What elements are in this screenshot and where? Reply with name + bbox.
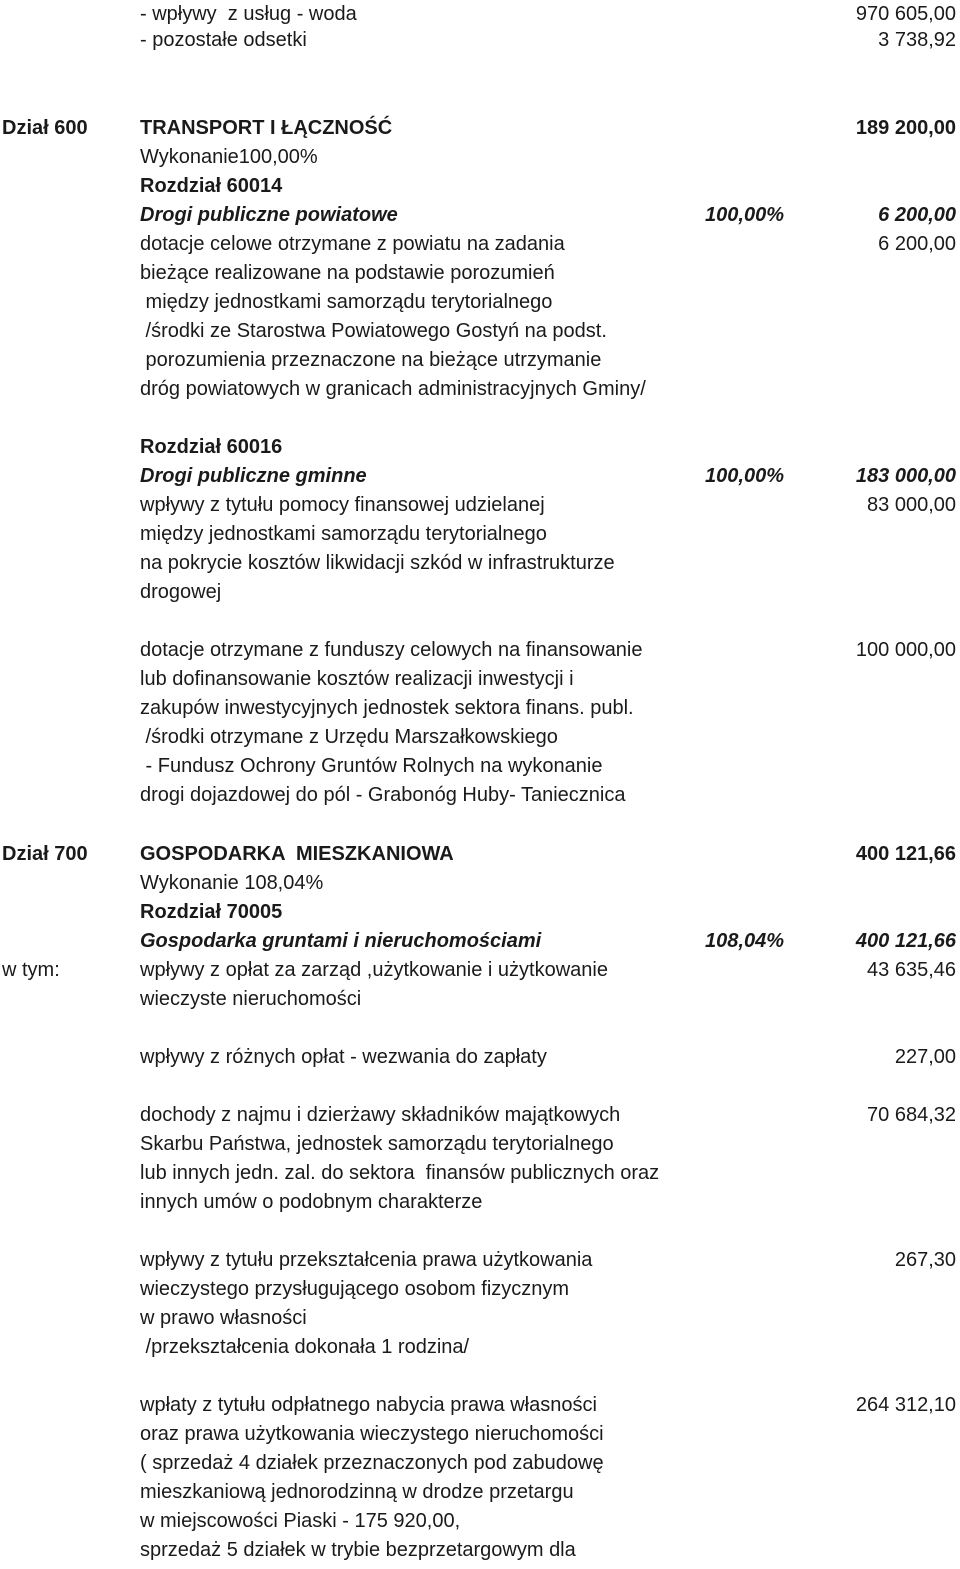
document-line: [0, 578, 960, 607]
amount: 264 312,10: [855, 1394, 956, 1416]
document-line: [0, 1507, 960, 1536]
line-text: wpływy z tytułu pomocy finansowej udzielanej: [140, 494, 545, 516]
line-text: wpływy z różnych opłat - wezwania do zapłaty: [140, 1046, 547, 1068]
execution-percent: 100,00%: [705, 204, 784, 226]
line-text: - wpływy z usług - woda: [140, 3, 357, 25]
amount: 43 635,46: [867, 959, 956, 981]
document-line: [0, 840, 960, 869]
document-line: [0, 1333, 960, 1362]
document-line: [0, 1275, 960, 1304]
document-line: [0, 898, 960, 927]
document-line: [0, 1391, 960, 1420]
amount: 227,00: [894, 1046, 956, 1068]
document-line: [0, 956, 960, 985]
line-text: sprzedaż 5 działek w trybie bezprzetargowym dla: [140, 1539, 576, 1561]
line-text: na pokrycie kosztów likwidacji szkód w infrastrukturze: [140, 552, 615, 574]
document-line: [0, 491, 960, 520]
line-text: dróg powiatowych w granicach administracyjnych Gminy/: [140, 378, 646, 400]
line-text: Rozdział 60014: [140, 175, 283, 197]
line-text: lub dofinansowanie kosztów realizacji inwestycji i: [140, 668, 574, 690]
document-line: [0, 636, 960, 665]
amount: 400 121,66: [855, 843, 956, 865]
line-text: drogi dojazdowej do pól - Grabonóg Huby- Taniecznica: [140, 784, 626, 806]
line-text: między jednostkami samorządu terytorialnego: [140, 291, 553, 313]
amount: 83 000,00: [867, 494, 956, 516]
document-line: [0, 1536, 960, 1565]
line-text: mieszkaniową jednorodzinną w drodze przetargu: [140, 1481, 574, 1503]
document-line: [0, 1188, 960, 1217]
document-line: [0, 201, 960, 230]
execution-percent: 108,04%: [705, 930, 784, 952]
line-text: Wykonanie 108,04%: [140, 872, 324, 894]
line-text: wieczyste nieruchomości: [140, 988, 362, 1010]
document-line: [0, 665, 960, 694]
line-text: - pozostałe odsetki: [140, 29, 307, 51]
line-text: innych umów o podobnym charakterze: [140, 1191, 483, 1213]
amount: 70 684,32: [867, 1104, 956, 1126]
document-line: [0, 1043, 960, 1072]
document-line: [0, 520, 960, 549]
line-text: oraz prawa użytkowania wieczystego nieruchomości: [140, 1423, 604, 1445]
document-line: [0, 143, 960, 172]
execution-percent: 100,00%: [705, 465, 784, 487]
document-line: [0, 1478, 960, 1507]
line-text: lub innych jedn. zal. do sektora finansów publicznych oraz: [140, 1162, 660, 1184]
amount: 3 738,92: [878, 29, 956, 51]
line-text: wpływy z opłat za zarząd ,użytkowanie i użytkowanie: [140, 959, 608, 981]
amount: 100 000,00: [855, 639, 956, 661]
amount: 6 200,00: [878, 233, 956, 255]
document-line: [0, 1304, 960, 1333]
line-text: Rozdział 60016: [140, 436, 283, 458]
amount: 970 605,00: [855, 3, 956, 25]
line-text: - Fundusz Ochrony Gruntów Rolnych na wykonanie: [140, 755, 603, 777]
line-text: Drogi publiczne powiatowe: [140, 204, 398, 226]
line-text: wpłaty z tytułu odpłatnego nabycia prawa własności: [140, 1394, 597, 1416]
line-text: między jednostkami samorządu terytorialnego: [140, 523, 547, 545]
line-text: dotacje otrzymane z funduszy celowych na finansowanie: [140, 639, 643, 661]
line-text: Rozdział 70005: [140, 901, 283, 923]
document-line: [0, 375, 960, 404]
line-text: wpływy z tytułu przekształcenia prawa użytkowania: [140, 1249, 593, 1271]
amount: 267,30: [894, 1249, 956, 1271]
line-text: Drogi publiczne gminne: [140, 465, 367, 487]
document-line: [0, 1101, 960, 1130]
amount: 189 200,00: [855, 117, 956, 139]
document-line: [0, 752, 960, 781]
line-text: porozumienia przeznaczone na bieżące utrzymanie: [140, 349, 602, 371]
document-line: [0, 1449, 960, 1478]
line-text: Wykonanie100,00%: [140, 146, 318, 168]
line-text: dotacje celowe otrzymane z powiatu na zadania: [140, 233, 565, 255]
line-text: Skarbu Państwa, jednostek samorządu terytorialnego: [140, 1133, 614, 1155]
document-line: [0, 1246, 960, 1275]
document-line: [0, 462, 960, 491]
document-line: [0, 781, 960, 810]
amount: 400 121,66: [855, 930, 956, 952]
document-line: [0, 259, 960, 288]
document-line: [0, 1159, 960, 1188]
line-text: w miejscowości Piaski - 175 920,00,: [140, 1510, 461, 1532]
line-text: Gospodarka gruntami i nieruchomościami: [140, 930, 542, 952]
document-line: [0, 549, 960, 578]
amount: 183 000,00: [855, 465, 956, 487]
document-line: [0, 1130, 960, 1159]
line-text: wieczystego przysługującego osobom fizycznym: [140, 1278, 570, 1300]
document-line: [0, 172, 960, 201]
line-text: dochody z najmu i dzierżawy składników majątkowych: [140, 1104, 621, 1126]
document-line: [0, 114, 960, 143]
document-line: [0, 869, 960, 898]
document-line: [0, 26, 960, 55]
line-text: /przekształcenia dokonała 1 rodzina/: [140, 1336, 470, 1358]
document-line: [0, 927, 960, 956]
amount: 6 200,00: [878, 204, 956, 226]
line-text: ( sprzedaż 4 działek przeznaczonych pod zabudowę: [140, 1452, 604, 1474]
line-text: zakupów inwestycyjnych jednostek sektora finans. publ.: [140, 697, 634, 719]
document-line: [0, 288, 960, 317]
document-line: [0, 1420, 960, 1449]
section-label: w tym:: [2, 959, 60, 981]
line-text: bieżące realizowane na podstawie porozumień: [140, 262, 555, 284]
document-line: [0, 694, 960, 723]
line-text: GOSPODARKA MIESZKANIOWA: [140, 843, 454, 865]
document-line: [0, 0, 960, 29]
document-line: [0, 985, 960, 1014]
document-line: [0, 230, 960, 259]
document-line: [0, 723, 960, 752]
line-text: /środki otrzymane z Urzędu Marszałkowskiego: [140, 726, 558, 748]
document-line: [0, 433, 960, 462]
section-label: Dział 700: [2, 843, 88, 865]
line-text: drogowej: [140, 581, 222, 603]
document-line: [0, 317, 960, 346]
section-label: Dział 600: [2, 117, 88, 139]
document-line: [0, 346, 960, 375]
line-text: w prawo własności: [140, 1307, 307, 1329]
line-text: /środki ze Starostwa Powiatowego Gostyń na podst.: [140, 320, 607, 342]
line-text: TRANSPORT I ŁĄCZNOŚĆ: [140, 117, 393, 139]
